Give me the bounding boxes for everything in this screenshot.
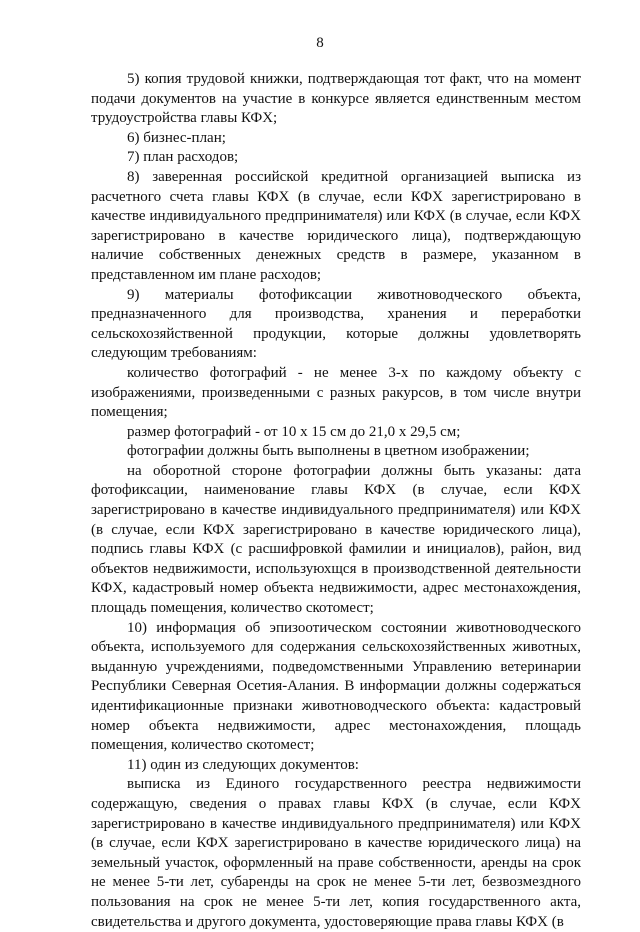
page-number: 8 [316,35,324,51]
paragraph-item-7-expense-plan: 7) план расходов; [127,149,239,166]
document-body [91,70,581,932]
paragraph-item-8-bank-statement: 8) заверенная российской кредитной организацией выписка из расчетного счета главы КФХ (в случае, если КФХ зарегистрировано в качестве индивидуального предпринимателя) или КФХ (в случае, если КФХ зарегистрировано в качестве юридического лица), подтверждающую наличие собственных денежных средств в размере, указанном в представленном им плане расходов; [91,168,581,283]
paragraph-item-5-employment-record: 5) копия трудовой книжки, подтверждающая тот факт, что на момент подачи документов на участие в конкурсе является единственным местом трудоустройства главы КФХ; [91,71,581,127]
paragraph-item-6-business-plan: 6) бизнес-план; [127,129,226,146]
paragraph-item-11-documents: 11) один из следующих документов: [127,756,359,773]
paragraph-photo-color: фотографии должны быть выполнены в цветном изображении; [127,443,530,460]
paragraph-photo-count: количество фотографий - не менее 3-х по каждому объекту с изображениями, произведенными с разных ракурсов, в том числе внутри помещения; [91,364,581,421]
paragraph-registry-extract: выписка из Единого государственного реестра недвижимости содержащую, сведения о правах главы КФХ (в случае, если КФХ зарегистрировано в качестве индивидуального предпринимателя) или КФХ (в случае, если КФХ зарегистрировано в качестве юридического лица) на земельный участок, оформленный на праве собственности, аренды на срок не менее 5-ти лет, субаренды на срок не менее 5-ти лет, безвозмездного пользования на срок не менее 5-ти лет, копия государственного акта, свидетельства и другого документа, удостоверяющие права главы КФХ (в [91,776,581,930]
paragraph-photo-size: размер фотографий - от 10 х 15 см до 21,0 х 29,5 см; [127,423,461,440]
paragraph-photo-reverse-side: на оборотной стороне фотографии должны быть указаны: дата фотофиксации, наименование главы КФХ (в случае, если КФХ зарегистрировано в качестве индивидуального предпринимателя) или КФХ (в случае, если КФХ зарегистрировано в качестве юридического лица), подпись главы КФХ (с расшифровкой фамилии и инициалов), район, вид объектов недвижимости, используюхщся в производственной деятельности КФХ, кадастровый номер объекта недвижимости, адрес местонахождения, площадь помещения, количество скотомест; [91,462,581,617]
paragraph-item-9-photo-materials: 9) материалы фотофиксации животноводческого объекта, предназначенного для производства, хранения и переработки сельскохозяйственной продукции, которые должны удовлетворять следующим требованиям: [91,286,581,362]
paragraph-item-10-epizootic-info: 10) информация об эпизоотическом состоянии животноводческого объекта, используемого для содержания сельскохозяйственных животных, выданную учреждениями, подведомственными Управлению ветеринарии Республики Северная Осетия-Алания. В информации должны содержаться идентификационные признаки животноводческого объекта: кадастровый номер объекта недвижимости, адрес местонахождения, площадь помещения, количество скотомест; [91,619,581,754]
